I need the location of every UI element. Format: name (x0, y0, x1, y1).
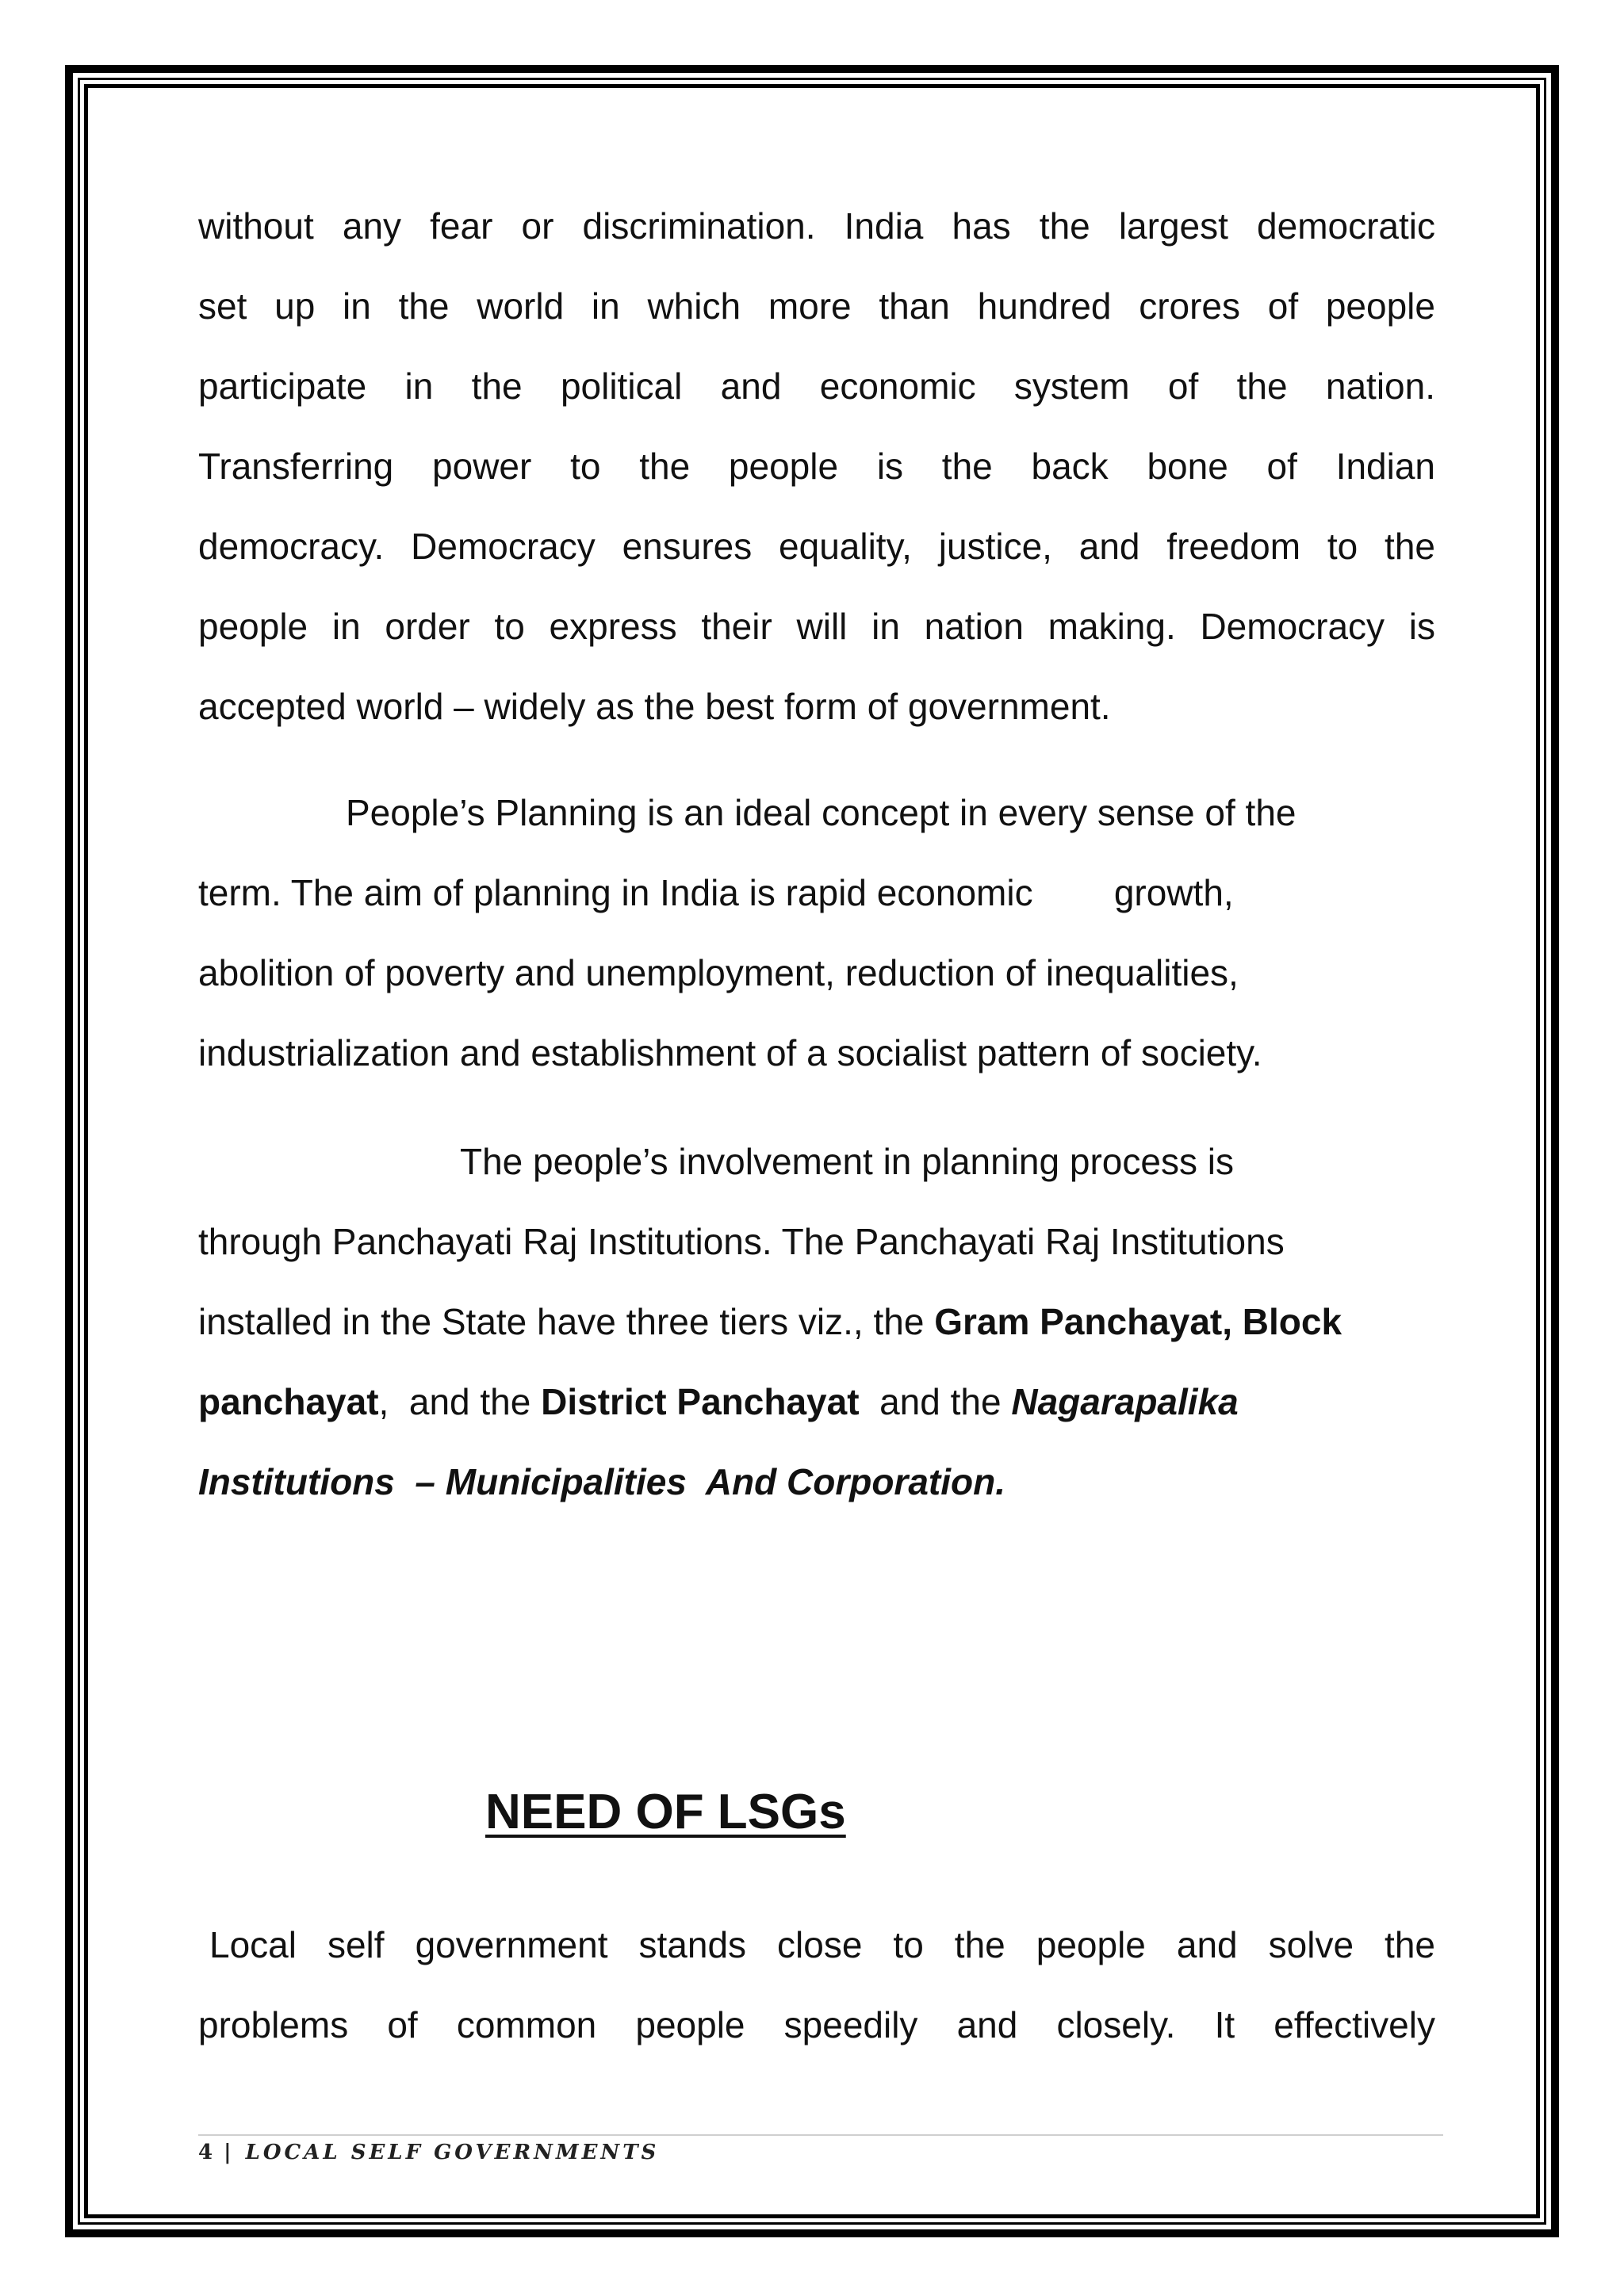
text-line: without any fear or discrimination. India has the largest democratic (198, 205, 1435, 247)
text-line (198, 1362, 1435, 1442)
text-line: term. The aim of planning in India is rapid economic growth, (198, 872, 1234, 913)
text-line (198, 1282, 1435, 1362)
paragraph-democracy (198, 186, 1435, 747)
paragraph-panchayati-raj (198, 1122, 1435, 1522)
bold-term-gram-block: Gram Panchayat, Block (934, 1301, 1342, 1342)
text-segment: , and the (378, 1381, 542, 1422)
text-line: People’s Planning is an ideal concept in every sense of the (346, 792, 1297, 833)
text-line: The people’s involvement in planning process is (460, 1141, 1234, 1182)
paragraph-peoples-planning (198, 773, 1435, 1093)
text-line: accepted world – widely as the best form of government. (198, 686, 1111, 727)
paragraph-need-of-lsgs (198, 1905, 1435, 2065)
footer-title: LOCAL SELF GOVERNMENTS (245, 2141, 660, 2164)
text-line: industrialization and establishment of a socialist pattern of society. (198, 1032, 1262, 1073)
text-line: participate in the political and economic system of the nation. (198, 365, 1435, 407)
bold-italic-term-nagarapalika: Nagarapalika (1011, 1381, 1239, 1422)
bold-italic-term-institutions: Institutions – Municipalities And Corporation. (198, 1461, 1005, 1502)
text-line: problems of common people speedily and closely. It effectively (198, 2004, 1435, 2045)
text-segment: installed in the State have three tiers viz., the (198, 1301, 935, 1342)
text-line (198, 1442, 1435, 1522)
bold-term-district-panchayat: District Panchayat (541, 1381, 860, 1422)
page-footer (198, 2141, 659, 2164)
text-line: through Panchayati Raj Institutions. The Panchayati Raj Institutions (198, 1221, 1285, 1262)
section-heading: NEED OF LSGs (485, 1785, 846, 1839)
footer-rule (198, 2134, 1443, 2136)
text-line: people in order to express their will in nation making. Democracy is (198, 606, 1435, 647)
text-line: Local self government stands close to the people and solve the (209, 1924, 1435, 1965)
bold-term-panchayat: panchayat (198, 1381, 379, 1422)
page-number: 4 (198, 2141, 213, 2164)
text-line: set up in the world in which more than hundred crores of people (198, 285, 1435, 327)
text-line: democracy. Democracy ensures equality, justice, and freedom to the (198, 526, 1435, 567)
text-line: abolition of poverty and unemployment, reduction of inequalities, (198, 952, 1239, 993)
text-line: Transferring power to the people is the back bone of Indian (198, 446, 1435, 487)
text-segment: and the (859, 1381, 1012, 1422)
footer-separator: | (224, 2141, 235, 2164)
